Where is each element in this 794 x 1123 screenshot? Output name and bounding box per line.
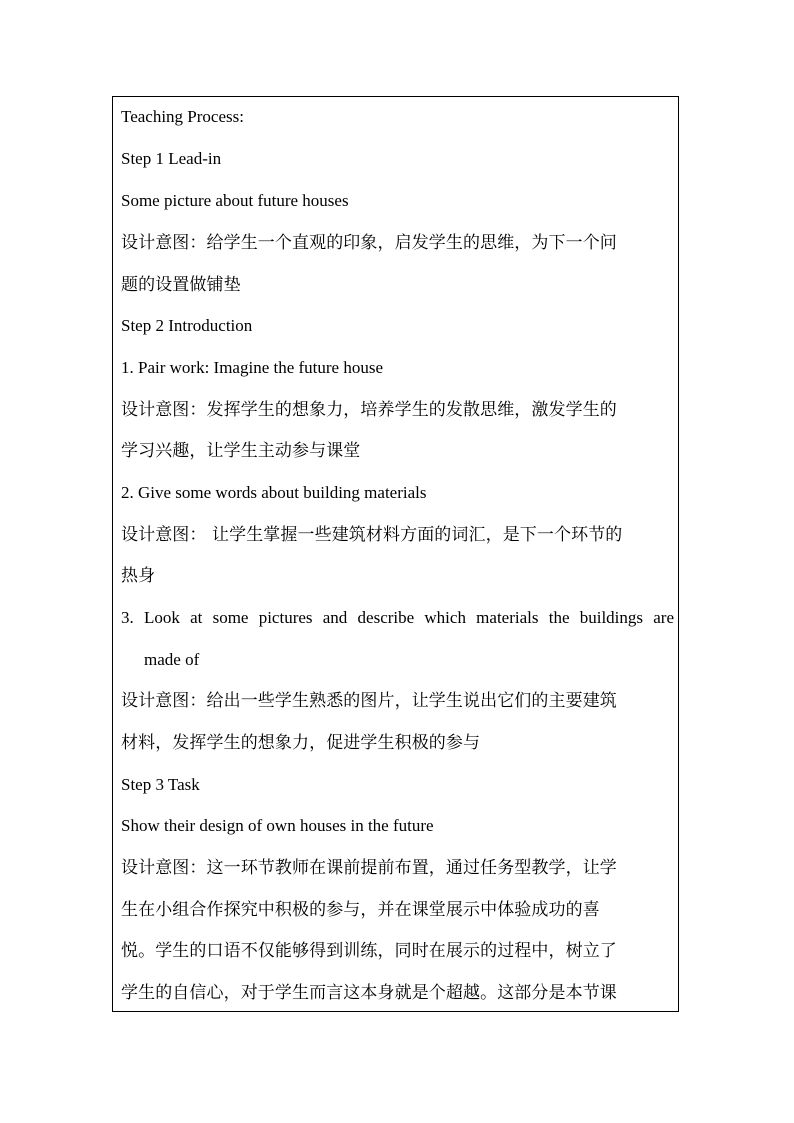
design-intent-line: 材料，发挥学生的想象力，促进学生积极的参与 bbox=[121, 733, 481, 753]
design-intent-line: 学生的自信心，对于学生而言这本身就是个超越。这部分是本节课 bbox=[121, 983, 617, 1003]
design-intent-line: 题的设置做铺垫 bbox=[121, 275, 241, 295]
design-intent-line: 设计意图： 让学生掌握一些建筑材料方面的词汇，是下一个环节的 bbox=[121, 525, 623, 545]
step-2-heading: Step 2 Introduction bbox=[121, 316, 253, 335]
step-2-item-3-continuation: made of bbox=[144, 650, 200, 669]
section-heading-teaching-process: Teaching Process: bbox=[121, 107, 244, 126]
step-2-item-1: 1. Pair work: Imagine the future house bbox=[121, 358, 384, 377]
step-3-heading: Step 3 Task bbox=[121, 775, 200, 794]
design-intent-line: 热身 bbox=[121, 566, 156, 586]
design-intent-line: 设计意图：给出一些学生熟悉的图片，让学生说出它们的主要建筑 bbox=[121, 691, 617, 711]
lesson-plan-table-cell bbox=[112, 96, 679, 1012]
design-intent-line: 悦。学生的口语不仅能够得到训练，同时在展示的过程中，树立了 bbox=[121, 941, 617, 961]
step-1-heading: Step 1 Lead-in bbox=[121, 149, 222, 168]
design-intent-line: 生在小组合作探究中积极的参与，并在课堂展示中体验成功的喜 bbox=[121, 900, 600, 920]
step-3-content: Show their design of own houses in the future bbox=[121, 816, 434, 835]
step-2-item-2: 2. Give some words about building materials bbox=[121, 483, 427, 502]
step-2-item-3: 3. Look at some pictures and describe which materials the buildings are bbox=[121, 608, 674, 627]
design-intent-line: 学习兴趣，让学生主动参与课堂 bbox=[121, 441, 361, 461]
step-1-content: Some picture about future houses bbox=[121, 191, 349, 210]
design-intent-line: 设计意图：这一环节教师在课前提前布置，通过任务型教学，让学 bbox=[121, 858, 617, 878]
design-intent-line: 设计意图：发挥学生的想象力，培养学生的发散思维，激发学生的 bbox=[121, 400, 617, 420]
design-intent-line: 设计意图：给学生一个直观的印象，启发学生的思维，为下一个问 bbox=[121, 233, 617, 253]
